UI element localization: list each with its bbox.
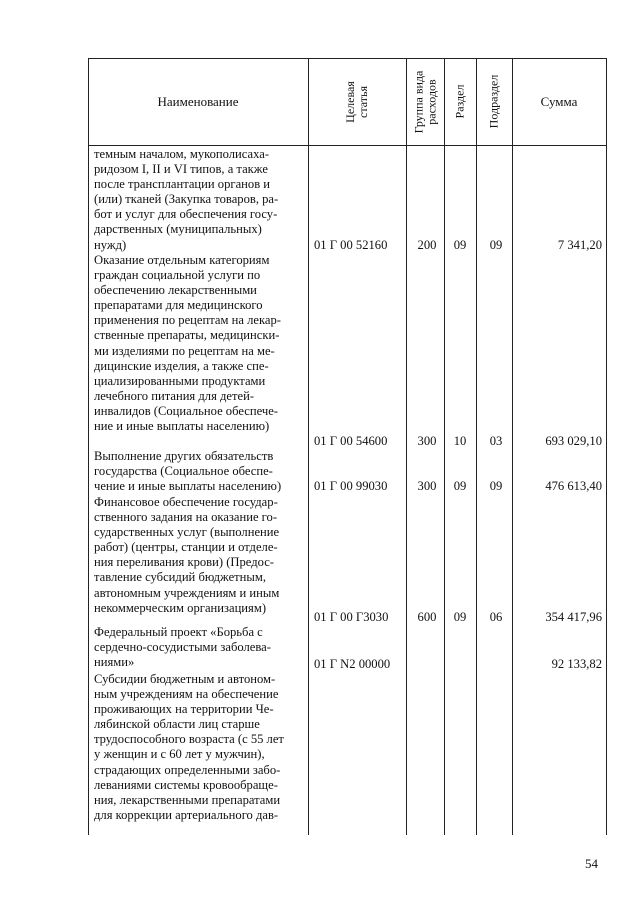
name-line: обеспечению лекарственными	[94, 283, 257, 298]
name-line: ния, лекарственными препаратами	[94, 792, 281, 807]
row-sum: 92 133,82	[551, 657, 602, 671]
name-line: лечебного питания для детей-	[94, 388, 255, 403]
name-line: инвалидов (Социальное обеспече-	[94, 403, 278, 418]
row-code: 01 Г 00 52160	[314, 238, 388, 252]
name-line: тавление субсидий бюджетным,	[94, 570, 266, 585]
name-line: леваниями системы кровообраще-	[94, 777, 278, 792]
row-subsection: 03	[489, 434, 503, 448]
row-name	[94, 253, 305, 434]
name-line: автономным учреждениям и иным	[94, 585, 280, 600]
name-line: дарственных (муниципальных)	[94, 222, 262, 237]
name-line: Выполнение других обязательств	[94, 449, 274, 463]
name-line: ным учреждениям на обеспечение	[94, 687, 279, 702]
row-code: 01 Г 00 54600	[314, 434, 388, 448]
name-line: (или) тканей (Закупка товаров, ра-	[94, 192, 279, 207]
row-subsection: 09	[489, 479, 503, 493]
column-divider	[406, 58, 407, 835]
row-sum: 354 417,96	[545, 610, 602, 624]
name-line: темным началом, мукополисаха-	[94, 147, 270, 161]
row-group: 300	[417, 434, 437, 448]
page-number: 54	[585, 856, 598, 871]
table-left-border	[88, 58, 89, 835]
name-line: чение и иные выплаты населению)	[94, 479, 282, 494]
row-group: 200	[417, 238, 437, 252]
row-name	[94, 449, 305, 494]
column-divider	[308, 58, 309, 835]
name-line: у женщин и с 60 лет у мужчин),	[94, 747, 265, 762]
header-sum: Сумма	[540, 93, 578, 109]
name-line: Финансовое обеспечение государ-	[94, 495, 278, 509]
name-line: проживающих на территории Че-	[94, 702, 274, 717]
row-section: 09	[453, 479, 467, 493]
name-line: лябинской области лиц старше	[94, 717, 260, 732]
row-section: 09	[453, 610, 467, 624]
row-subsection: 06	[489, 610, 503, 624]
name-line: страдающих определенными забо-	[94, 762, 281, 777]
row-sum: 7 341,20	[557, 238, 602, 252]
header-name: Наименование	[157, 93, 239, 109]
row-name	[94, 672, 305, 823]
row-name	[94, 495, 305, 616]
budget-table	[88, 58, 606, 835]
row-group: 300	[417, 479, 437, 493]
name-line: Федеральный проект «Борьба с	[94, 625, 263, 639]
name-line: циализированными продуктами	[94, 373, 266, 388]
name-line: Субсидии бюджетным и автоном-	[94, 672, 276, 686]
header-expense-group: Группа вида расходов	[411, 70, 438, 133]
name-line: ственные препараты, медицински-	[94, 328, 280, 343]
name-line: трудоспособного возраста (с 55 лет	[94, 732, 284, 747]
name-line: граждан социальной услуги по	[94, 268, 261, 283]
row-code: 01 Г N2 00000	[314, 657, 391, 671]
row-code: 01 Г 00 99030	[314, 479, 388, 493]
name-line: ридозом I, II и VI типов, а также	[94, 162, 268, 177]
row-sum: 693 029,10	[545, 434, 602, 448]
column-divider	[476, 58, 477, 835]
name-line: дицинские изделия, а также спе-	[94, 358, 269, 373]
column-divider	[512, 58, 513, 835]
header-bottom-border	[88, 145, 606, 146]
row-name	[94, 625, 305, 670]
header-target-article: Целевая статья	[342, 80, 370, 123]
name-line: ниями»	[94, 655, 135, 670]
name-line: Оказание отдельным категориям	[94, 253, 270, 267]
name-line: ми изделиями по рецептам на ме-	[94, 343, 275, 358]
name-line: нужд)	[94, 237, 127, 252]
name-line: сударственных услуг (выполнение	[94, 525, 280, 540]
row-section: 10	[453, 434, 467, 448]
name-line: после трансплантации органов и	[94, 177, 271, 192]
name-line: бот и услуг для обеспечения госу-	[94, 207, 278, 222]
name-line: ния переливания крови) (Предос-	[94, 555, 275, 570]
row-code: 01 Г 00 Г3030	[314, 610, 389, 624]
row-sum: 476 613,40	[545, 479, 602, 493]
name-line: работ) (центры, станции и отделе-	[94, 540, 278, 555]
name-line: ственного задания на оказание го-	[94, 510, 278, 525]
name-line: некоммерческим организациям)	[94, 600, 267, 615]
header-section: Раздел	[452, 84, 467, 119]
name-line: применения по рецептам на лекар-	[94, 313, 281, 328]
row-section: 09	[453, 238, 467, 252]
name-line: ние и иные выплаты населению)	[94, 419, 270, 434]
name-line: для коррекции артериального дав-	[94, 807, 279, 822]
row-group: 600	[417, 610, 437, 624]
name-line: препаратами для медицинского	[94, 298, 263, 313]
header-subsection: Подраздел	[486, 74, 501, 129]
name-line: сердечно-сосудистыми заболева-	[94, 640, 271, 655]
row-subsection: 09	[489, 238, 503, 252]
name-line: государства (Социальное обеспе-	[94, 464, 273, 479]
table-right-border	[606, 58, 607, 835]
row-name	[94, 147, 305, 253]
